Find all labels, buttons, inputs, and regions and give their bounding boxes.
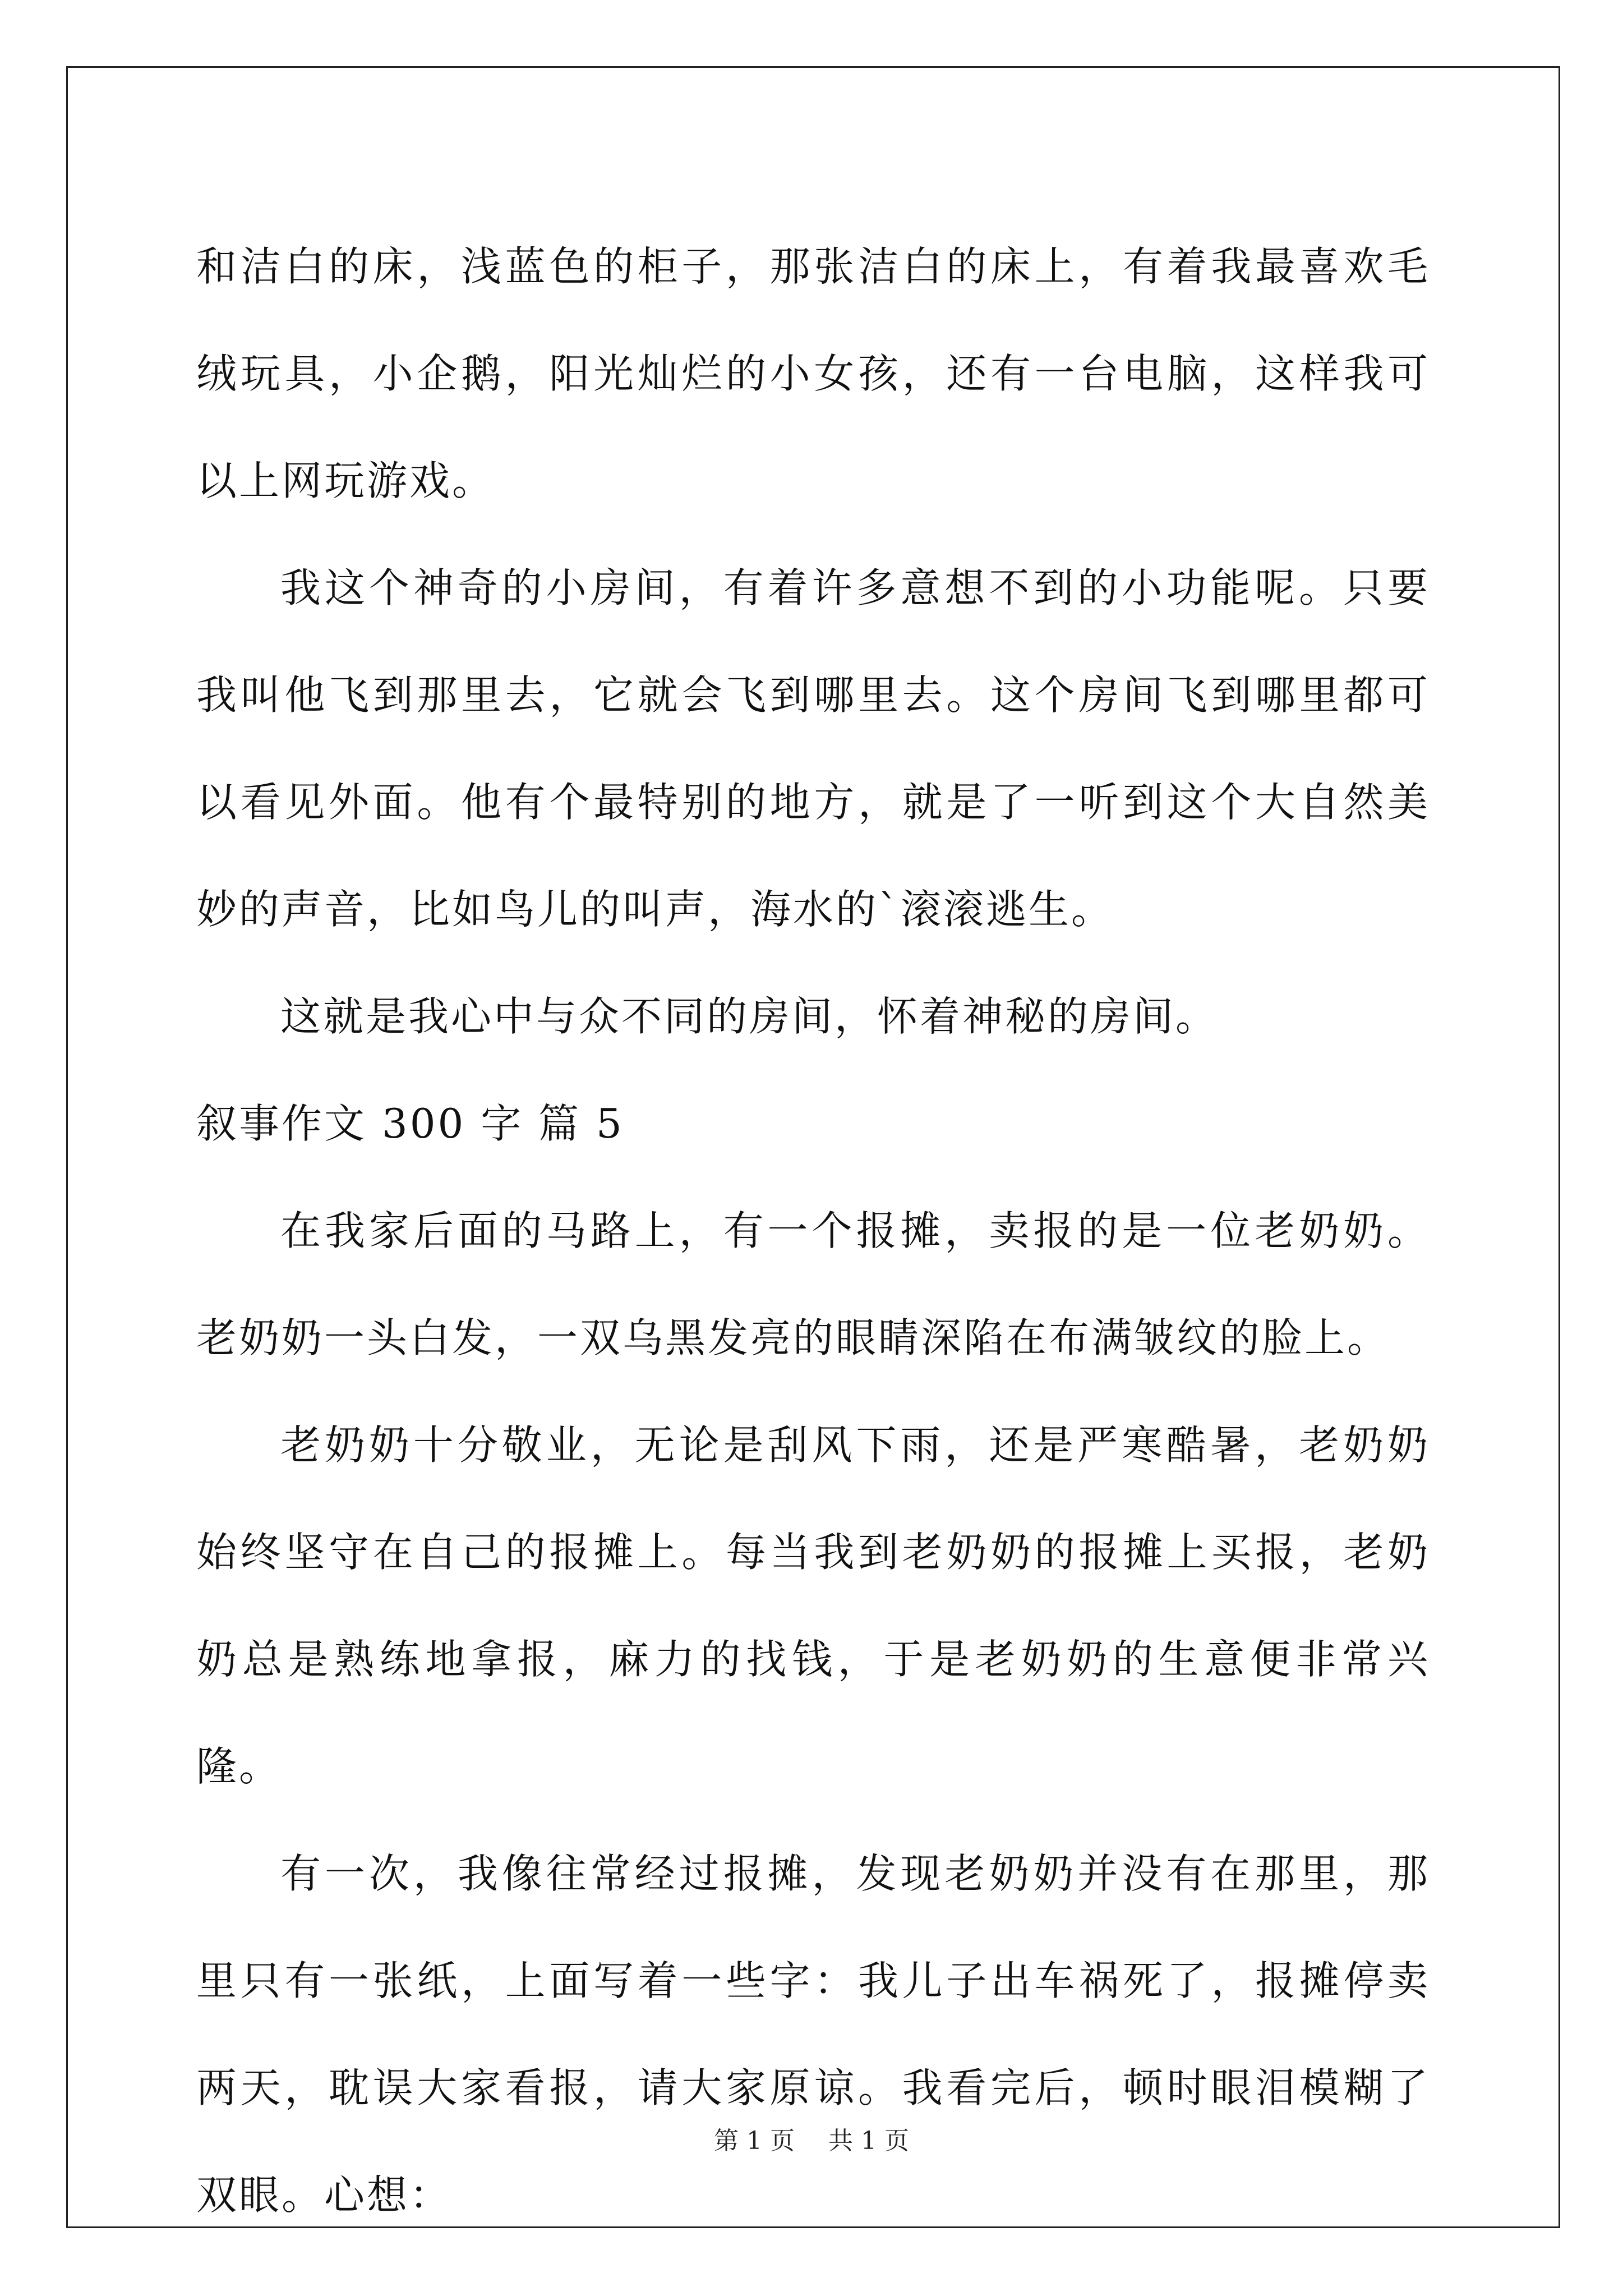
paragraph: 这就是我心中与众不同的房间，怀着神秘的房间。 (280, 993, 1219, 1040)
page-total: 共 1 页 (828, 2127, 909, 2155)
page-footer (0, 2120, 1623, 2156)
page-number: 第 1 页 (714, 2127, 795, 2155)
paragraph: 和洁白的床，浅蓝色的柜子，那张洁白的床上，有着我最喜欢毛绒玩具，小企鹅，阳光灿烂的小女孩，还有一台电脑，这样我可以上网玩游戏。 (196, 243, 1430, 504)
paragraph: 我这个神奇的小房间，有着许多意想不到的小功能呢。只要我叫他飞到那里去，它就会飞到哪里去。这个房间飞到哪里都可以看见外面。他有个最特别的地方，就是了一听到这个大自然美妙的声音，比如鸟儿的叫声，海水的`滚滚逃生。 (196, 564, 1430, 933)
section-heading: 叙事作文 300 字 篇 5 (196, 1100, 624, 1147)
paragraph: 老奶奶十分敬业，无论是刮风下雨，还是严寒酷暑，老奶奶始终坚守在自己的报摊上。每当我到老奶奶的报摊上买报，老奶奶总是熟练地拿报，麻力的找钱，于是老奶奶的生意便非常兴隆。 (196, 1421, 1430, 1790)
document-body (196, 213, 1430, 2249)
paragraph: 有一次，我像往常经过报摊，发现老奶奶并没有在那里，那里只有一张纸，上面写着一些字：我儿子出车祸死了，报摊停卖两天，耽误大家看报，请大家原谅。我看完后，顿时眼泪模糊了双眼。心想： (196, 1850, 1430, 2219)
paragraph: 在我家后面的马路上，有一个报摊，卖报的是一位老奶奶。老奶奶一头白发，一双乌黑发亮的眼睛深陷在布满皱纹的脸上。 (196, 1207, 1430, 1361)
